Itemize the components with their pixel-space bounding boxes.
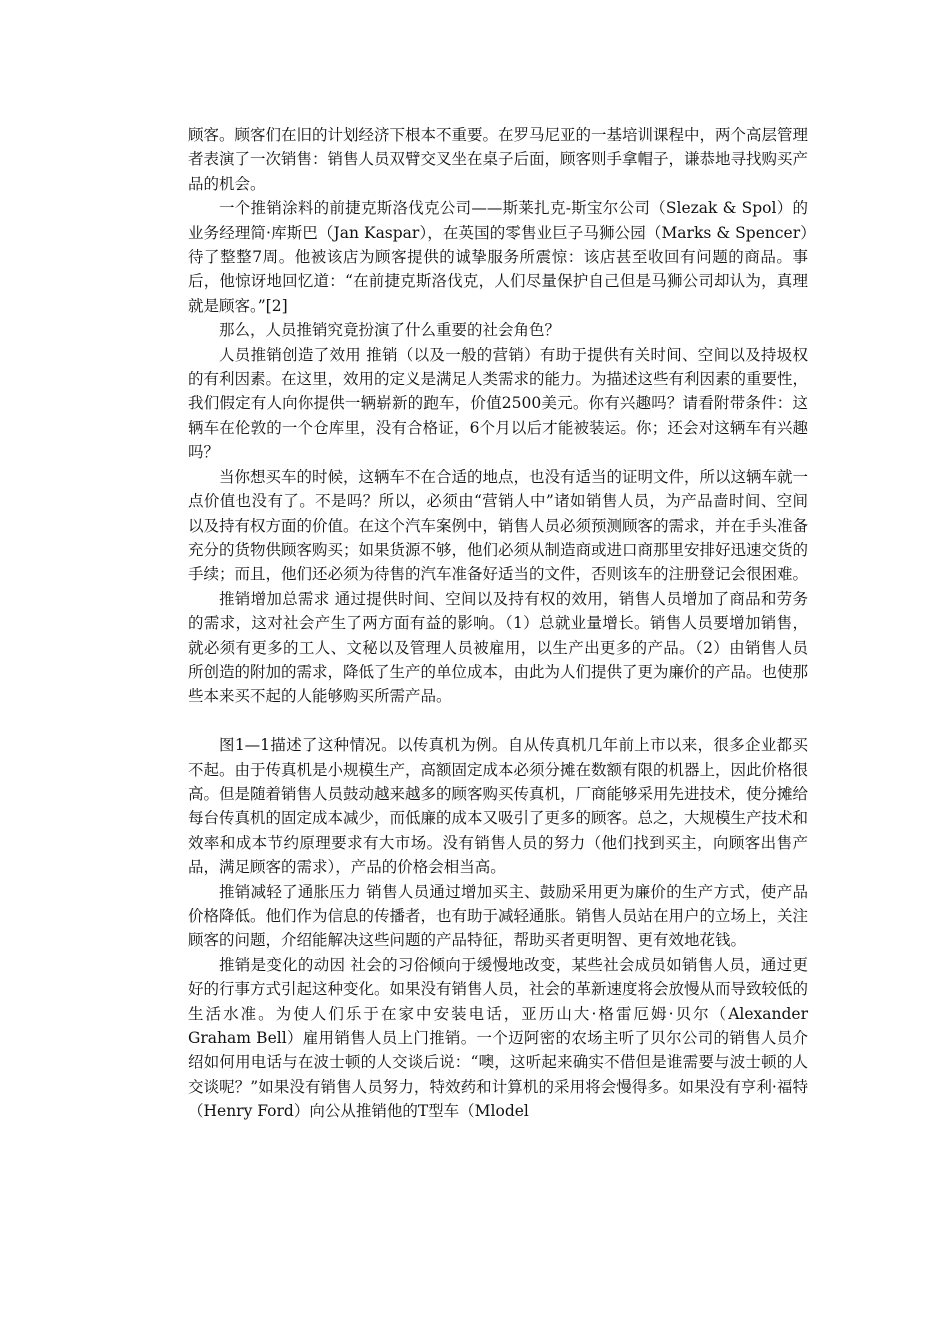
paragraph-5: 当你想买车的时候，这辆车不在合适的地点，也没有适当的证明文件，所以这辆车就一点价值也没有了。不是吗？所以，必须由“营销人中”诸如销售人员，为产品啬时间、空间以及持有权方面的价值。在这个汽车案例中，销售人员必须预测顾客的需求，并在手头准备充分的货物供顾客购买；如果货源不够，他们必须从制造商或进口商那里安排好迅速交货的手续；而且，他们还必须为待售的汽车准备好适当的文件，否则该车的注册登记会很困难。 (188, 467, 809, 584)
paragraph-8: 推销减轻了通胀压力 销售人员通过增加买主、鼓励采用更为廉价的生产方式，使产品价格降低。他们作为信息的传播者，也有助于减轻通胀。销售人员站在用户的立场上，关注顾客的问题，介绍能解决这些问题的产品特征，帮助买者更明智、更有效地花钱。 (188, 882, 809, 950)
paragraph-gap (188, 709, 808, 733)
document-body (188, 123, 808, 1124)
paragraph-7: 图1—1描述了这种情况。以传真机为例。自从传真机几年前上市以来，很多企业都买不起。由于传真机是小规模生产，高额固定成本必须分摊在数额有限的机器上，因此价格很高。但是随着销售人员鼓动越来越多的顾客购买传真机，厂商能够采用先进技术，使分摊给每台传真机的固定成本减少，而低廉的成本又吸引了更多的顾客。总之，大规模生产技术和效率和成本节约原理要求有大市场。没有销售人员的努力（他们找到买主，向顾客出售产品，满足顾客的需求），产品的价格会相当高。 (188, 736, 809, 877)
paragraph-3: 那么，人员推销究竟扮演了什么重要的社会角色？ (219, 321, 561, 340)
paragraph-4: 人员推销创造了效用 推销（以及一般的营销）有助于提供有关时间、空间以及持圾权的有利因素。在这里，效用的定义是满足人类需求的能力。为描述这些有利因素的重要性，我们假定有人向你提供一辆崭新的跑车，价值2500美元。你有兴趣吗？请看附带条件：这辆车在伦敦的一个仓库里，没有合格证，6个月以后才能被装运。你；还会对这辆车有兴趣吗？ (188, 345, 809, 462)
paragraph-1: 顾客。顾客们在旧的计划经济下根本不重要。在罗马尼亚的一基培训课程中，两个高层管理者表演了一次销售：销售人员双臂交叉坐在桌子后面，顾客则手拿帽子，谦恭地寻找购买产品的机会。 (188, 126, 809, 193)
paragraph-2: 一个推销涂料的前捷克斯洛伐克公司——斯莱扎克-斯宝尔公司（Slezak & Spol）的业务经理简·库斯巴（Jan Kaspar），在英国的零售业巨子马狮公园（Marks & Spencer）待了整整7周。他被该店为顾客提供的诚挚服务所震惊：该店甚至收回有问题的商品。事后，他惊讶地回忆道：“在前捷克斯洛伐克，人们尽量保护自己但是马狮公司却认为，真理就是顾客。”[2] (188, 199, 808, 315)
paragraph-9: 推销是变化的动因 社会的习俗倾向于缓慢地改变，某些社会成员如销售人员，通过更好的行事方式引起这种变化。如果没有销售人员，社会的革新速度将会放慢从而导致较低的生活水准。为使人们乐于在家中安装电话，亚历山大·格雷厄姆·贝尔（Alexander Graham Bell）雇用销售人员上门推销。一个迈阿密的农场主听了贝尔公司的销售人员介绍如何用电话与在波士顿的人交谈后说：“噢，这听起来确实不借但是谁需要与波士顿的人交谈呢？”如果没有销售人员努力，特效药和计算机的采用将会慢得多。如果没有亨利·福特（Henry Ford）向公从推销他的T型车（Mlodel (188, 955, 809, 1121)
paragraph-6: 推销增加总需求 通过提供时间、空间以及持有权的效用，销售人员增加了商品和劳务的需求，这对社会产生了两方面有益的影响。（1）总就业量增长。销售人员要增加销售，就必须有更多的工人、文秘以及管理人员被雇用，以生产出更多的产品。（2）由销售人员所创造的附加的需求，降低了生产的单位成本，由此为人们提供了更为廉价的产品。也使那些本来买不起的人能够购买所需产品。 (188, 589, 809, 706)
